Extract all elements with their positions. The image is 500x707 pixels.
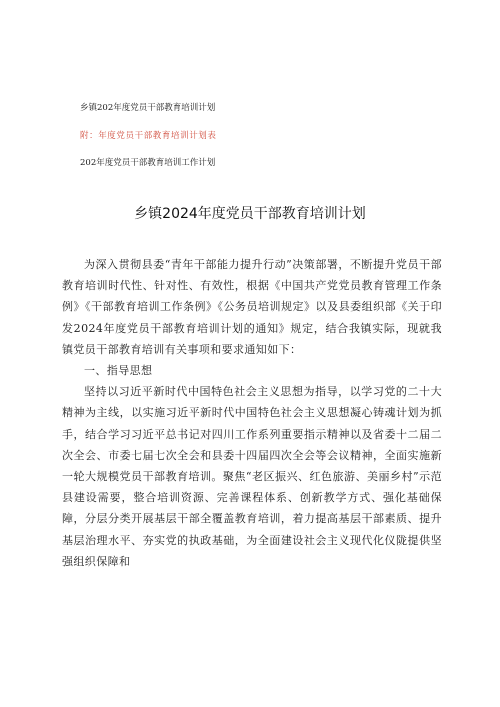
section-heading-guiding-ideology: 一、指导思想 (84, 364, 153, 378)
toc-item-appendix-table: 附：年度党员干部教育培训计划表 (80, 131, 217, 141)
document-title: 乡镇2024年度党员干部教育培训计划 (134, 206, 366, 222)
toc-item-plan: 乡镇202年度党员干部教育培训计划 (80, 103, 216, 113)
toc-item-work-plan: 202年度党员干部教育培训工作计划 (80, 158, 216, 168)
document-body (62, 254, 442, 572)
intro-paragraph: 为深入贯彻县委“青年干部能力提升行动”决策部署，不断提升党员干部教育培训时代性、针对性、有效性，根据《中国共产党党员教育管理工作条例》《干部教育培训工作条例》《公务员培训规定》以及县委组织部《关于印发2024年度党员干部教育培训计划的通知》规定，结合我镇实际，现就我镇党员干部教育培训有关事项和要求通知如下： (62, 258, 442, 356)
guiding-ideology-paragraph: 坚持以习近平新时代中国特色社会主义思想为指导，以学习党的二十大精神为主线，以实施习近平新时代中国特色社会主义思想凝心铸魂计划为抓手，结合学习习近平总书记对四川工作系列重要指示精神以及省委十二届二次全会、市委七届七次全会和县委十四届四次全会等会议精神，全面实施新一轮大规模党员干部教育培训。聚焦“老区振兴、红色旅游、美丽乡村”示范县建设需要，整合培训资源、完善课程体系、创新教学方式、强化基础保障，分层分类开展基层干部全覆盖教育培训，着力提高基层干部素质、提升基层治理水平、夯实党的执政基础，为全面建设社会主义现代化仪陇提供坚强组织保障和 (62, 385, 442, 568)
